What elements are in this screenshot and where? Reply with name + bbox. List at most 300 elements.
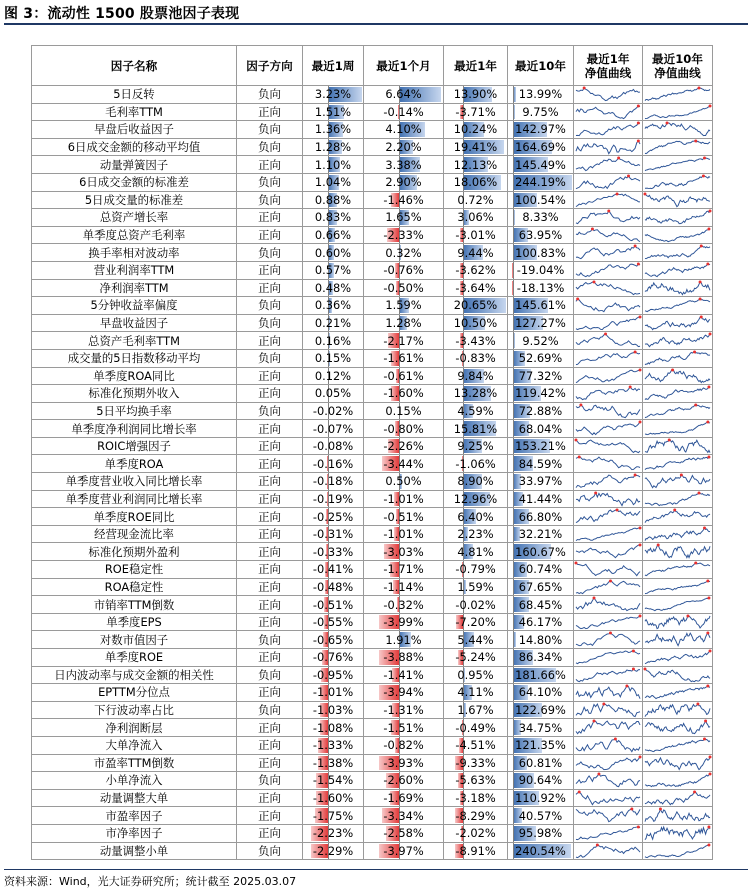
return-value: 1.36% xyxy=(314,122,352,137)
bar-axis xyxy=(513,227,514,244)
return-m1 xyxy=(364,525,444,543)
return-m1 xyxy=(364,279,444,297)
return-w1 xyxy=(303,789,364,807)
table-row xyxy=(32,842,713,860)
table-row xyxy=(32,261,713,279)
return-value: 9.52% xyxy=(522,333,559,348)
return-value: 95.98% xyxy=(518,826,563,841)
bar-axis xyxy=(513,297,514,314)
return-value: -0.07% xyxy=(312,421,354,436)
return-w1 xyxy=(303,297,364,315)
factor-direction: 负向 xyxy=(237,297,303,315)
return-value: 3.23% xyxy=(314,87,352,102)
return-value: -2.58% xyxy=(383,826,424,841)
return-y1 xyxy=(444,420,508,438)
factor-name: 6日成交金额的标准差 xyxy=(32,173,237,191)
return-m1 xyxy=(364,596,444,614)
nav-curve-1y xyxy=(574,420,643,438)
return-value: 52.69% xyxy=(518,351,563,366)
nav-curve-1y xyxy=(574,561,643,579)
return-y10 xyxy=(508,508,574,526)
factor-direction: 正向 xyxy=(237,613,303,631)
return-y1 xyxy=(444,209,508,227)
factor-direction: 正向 xyxy=(237,596,303,614)
return-value: 153.21% xyxy=(515,439,566,454)
factor-direction: 正向 xyxy=(237,807,303,825)
nav-curve-1y xyxy=(574,772,643,790)
header-1w: 最近1周 xyxy=(303,46,364,86)
return-w1 xyxy=(303,842,364,860)
factor-direction: 正向 xyxy=(237,490,303,508)
return-y10 xyxy=(508,613,574,631)
return-y1 xyxy=(444,754,508,772)
return-y10 xyxy=(508,138,574,156)
nav-curve-1y xyxy=(574,455,643,473)
return-w1 xyxy=(303,385,364,403)
return-value: -3.93% xyxy=(383,755,424,770)
factor-direction: 负向 xyxy=(237,402,303,420)
nav-curve-1y xyxy=(574,508,643,526)
return-value: 68.45% xyxy=(518,597,563,612)
return-value: 142.97% xyxy=(515,122,566,137)
nav-curve-10y xyxy=(643,631,713,649)
nav-curve-1y xyxy=(574,684,643,702)
return-y10 xyxy=(508,349,574,367)
table-row xyxy=(32,226,713,244)
factor-direction: 正向 xyxy=(237,226,303,244)
nav-curve-10y xyxy=(643,156,713,174)
source-divider xyxy=(4,869,748,870)
return-value: -1.71% xyxy=(383,562,424,577)
factor-name: 经营现金流比率 xyxy=(32,525,237,543)
return-m1 xyxy=(364,314,444,332)
bar-axis xyxy=(513,368,514,385)
return-value: -1.06% xyxy=(455,456,496,471)
return-w1 xyxy=(303,719,364,737)
return-value: 3.38% xyxy=(385,157,422,172)
return-m1 xyxy=(364,156,444,174)
factor-direction: 负向 xyxy=(237,173,303,191)
nav-curve-1y xyxy=(574,437,643,455)
return-w1 xyxy=(303,121,364,139)
return-m1 xyxy=(364,121,444,139)
return-value: -1.14% xyxy=(383,579,424,594)
table-row xyxy=(32,455,713,473)
header-nav-1y xyxy=(574,46,643,86)
return-value: 244.19% xyxy=(515,175,566,190)
return-y10 xyxy=(508,121,574,139)
return-value: -2.33% xyxy=(383,228,424,243)
return-value: 160.67% xyxy=(515,544,566,559)
return-w1 xyxy=(303,349,364,367)
factor-direction: 正向 xyxy=(237,385,303,403)
nav-curve-1y xyxy=(574,103,643,121)
return-value: -0.33% xyxy=(312,544,354,559)
return-value: 1.51% xyxy=(314,104,352,119)
return-y10 xyxy=(508,385,574,403)
nav-curve-10y xyxy=(643,473,713,491)
table-row xyxy=(32,543,713,561)
return-value: -0.48% xyxy=(312,579,354,594)
source-note: 资料来源：Wind，光大证券研究所；统计截至 2025.03.07 xyxy=(4,875,297,888)
nav-curve-10y xyxy=(643,561,713,579)
return-value: -2.23% xyxy=(312,826,354,841)
nav-curve-10y xyxy=(643,490,713,508)
return-value: 9.25% xyxy=(457,439,494,454)
bar-axis xyxy=(513,491,514,508)
nav-curve-10y xyxy=(643,684,713,702)
bar-axis xyxy=(513,631,514,648)
bar-axis xyxy=(513,156,514,173)
nav-curve-10y xyxy=(643,332,713,350)
factor-name: 市盈率因子 xyxy=(32,807,237,825)
nav-curve-10y xyxy=(643,314,713,332)
nav-curve-10y xyxy=(643,367,713,385)
nav-curve-1y xyxy=(574,173,643,191)
return-value: -1.41% xyxy=(383,667,424,682)
return-y10 xyxy=(508,736,574,754)
return-value: 10.50% xyxy=(453,316,498,331)
return-y1 xyxy=(444,455,508,473)
return-value: -9.33% xyxy=(455,755,496,770)
header-nav-1y-line1: 最近1年 xyxy=(586,51,630,66)
return-value: 0.12% xyxy=(314,368,352,383)
factor-name: 5分钟收益率偏度 xyxy=(32,297,237,315)
return-value: 84.59% xyxy=(518,456,563,471)
return-y10 xyxy=(508,596,574,614)
factor-name: 5日成交量的标准差 xyxy=(32,191,237,209)
table-row xyxy=(32,367,713,385)
nav-curve-1y xyxy=(574,666,643,684)
factor-name: 单季度营业利润同比增长率 xyxy=(32,490,237,508)
return-value: -5.63% xyxy=(455,773,496,788)
return-w1 xyxy=(303,86,364,104)
return-value: -19.04% xyxy=(516,263,565,278)
table-row xyxy=(32,613,713,631)
return-value: 72.88% xyxy=(518,403,563,418)
factor-name: 总资产毛利率TTM xyxy=(32,332,237,350)
nav-curve-10y xyxy=(643,719,713,737)
nav-curve-10y xyxy=(643,226,713,244)
return-value: -3.71% xyxy=(455,104,496,119)
return-y10 xyxy=(508,226,574,244)
factor-name: 日内波动率与成交金额的相关性 xyxy=(32,666,237,684)
return-value: -0.55% xyxy=(312,615,354,630)
return-value: 12.13% xyxy=(453,157,498,172)
nav-curve-1y xyxy=(574,613,643,631)
return-value: -1.61% xyxy=(383,351,424,366)
return-m1 xyxy=(364,367,444,385)
return-value: 90.64% xyxy=(518,773,563,788)
nav-curve-10y xyxy=(643,772,713,790)
bar-axis xyxy=(513,280,514,297)
bar-axis xyxy=(513,614,514,631)
return-y1 xyxy=(444,349,508,367)
return-y10 xyxy=(508,578,574,596)
table-row xyxy=(32,701,713,719)
nav-curve-1y xyxy=(574,121,643,139)
factor-direction: 负向 xyxy=(237,244,303,262)
return-y10 xyxy=(508,701,574,719)
bar-axis xyxy=(513,649,514,666)
factor-direction: 正向 xyxy=(237,578,303,596)
factor-name: ROA稳定性 xyxy=(32,578,237,596)
nav-curve-10y xyxy=(643,508,713,526)
nav-curve-10y xyxy=(643,649,713,667)
return-value: -3.88% xyxy=(383,650,424,665)
return-value: 4.10% xyxy=(385,122,422,137)
bar-axis xyxy=(513,702,514,719)
factor-name: 6日成交金额的移动平均值 xyxy=(32,138,237,156)
bar-axis xyxy=(513,385,514,402)
return-w1 xyxy=(303,684,364,702)
return-y1 xyxy=(444,649,508,667)
bar-axis xyxy=(513,508,514,525)
return-value: -2.26% xyxy=(383,439,424,454)
return-w1 xyxy=(303,226,364,244)
header-nav-10y-line1: 最近10年 xyxy=(652,51,703,66)
return-value: 110.92% xyxy=(515,791,566,806)
return-value: -3.44% xyxy=(383,456,424,471)
return-y1 xyxy=(444,332,508,350)
factor-direction: 正向 xyxy=(237,649,303,667)
return-m1 xyxy=(364,455,444,473)
return-value: 4.81% xyxy=(457,544,494,559)
nav-curve-10y xyxy=(643,578,713,596)
return-y10 xyxy=(508,525,574,543)
return-value: 1.28% xyxy=(385,316,422,331)
return-w1 xyxy=(303,613,364,631)
factor-direction: 负向 xyxy=(237,191,303,209)
return-w1 xyxy=(303,437,364,455)
return-y10 xyxy=(508,824,574,842)
factor-direction: 正向 xyxy=(237,332,303,350)
return-value: -1.31% xyxy=(383,703,424,718)
return-value: -3.03% xyxy=(383,544,424,559)
return-w1 xyxy=(303,473,364,491)
table-row xyxy=(32,736,713,754)
nav-curve-1y xyxy=(574,789,643,807)
return-m1 xyxy=(364,209,444,227)
return-value: 1.04% xyxy=(314,175,352,190)
return-m1 xyxy=(364,719,444,737)
return-value: -0.08% xyxy=(312,439,354,454)
return-value: 77.32% xyxy=(518,368,563,383)
table-row xyxy=(32,209,713,227)
return-value: -3.99% xyxy=(383,615,424,630)
bar-axis xyxy=(513,526,514,543)
factor-name: 市销率TTM倒数 xyxy=(32,596,237,614)
return-y1 xyxy=(444,490,508,508)
return-value: 1.59% xyxy=(385,298,422,313)
return-y10 xyxy=(508,209,574,227)
return-y1 xyxy=(444,807,508,825)
factor-name: EPTTM分位点 xyxy=(32,684,237,702)
factor-name: 市盈率TTM倒数 xyxy=(32,754,237,772)
return-w1 xyxy=(303,420,364,438)
return-value: -3.43% xyxy=(455,333,496,348)
return-y1 xyxy=(444,613,508,631)
return-w1 xyxy=(303,666,364,684)
return-value: 0.32% xyxy=(385,245,422,260)
table-row xyxy=(32,437,713,455)
bar-axis xyxy=(513,174,514,191)
header-1m: 最近1个月 xyxy=(364,46,444,86)
return-m1 xyxy=(364,807,444,825)
nav-curve-1y xyxy=(574,349,643,367)
table-row xyxy=(32,649,713,667)
bar-axis xyxy=(513,244,514,261)
bar-axis xyxy=(513,86,514,103)
return-value: -2.02% xyxy=(455,826,496,841)
nav-curve-10y xyxy=(643,666,713,684)
nav-curve-10y xyxy=(643,261,713,279)
return-y10 xyxy=(508,666,574,684)
return-w1 xyxy=(303,261,364,279)
table-row xyxy=(32,279,713,297)
return-y10 xyxy=(508,772,574,790)
return-value: 1.28% xyxy=(314,140,352,155)
return-y10 xyxy=(508,437,574,455)
factor-direction: 正向 xyxy=(237,684,303,702)
nav-curve-10y xyxy=(643,736,713,754)
factor-direction: 负向 xyxy=(237,138,303,156)
table-row xyxy=(32,314,713,332)
return-value: -0.31% xyxy=(312,527,354,542)
return-y1 xyxy=(444,684,508,702)
return-value: 181.66% xyxy=(515,667,566,682)
return-y10 xyxy=(508,455,574,473)
factor-direction: 负向 xyxy=(237,666,303,684)
return-value: 34.75% xyxy=(518,720,563,735)
return-value: -1.75% xyxy=(312,808,354,823)
return-y1 xyxy=(444,121,508,139)
return-y10 xyxy=(508,631,574,649)
bar-axis xyxy=(513,332,514,349)
return-w1 xyxy=(303,631,364,649)
table-row xyxy=(32,385,713,403)
return-value: -1.51% xyxy=(383,720,424,735)
nav-curve-1y xyxy=(574,367,643,385)
return-value: 121.35% xyxy=(515,738,566,753)
return-w1 xyxy=(303,367,364,385)
nav-curve-1y xyxy=(574,473,643,491)
return-value: -0.02% xyxy=(455,597,496,612)
nav-curve-1y xyxy=(574,244,643,262)
bar-axis xyxy=(513,667,514,684)
return-y1 xyxy=(444,789,508,807)
return-m1 xyxy=(364,543,444,561)
nav-curve-1y xyxy=(574,543,643,561)
return-y1 xyxy=(444,842,508,860)
bar-axis xyxy=(513,807,514,824)
nav-curve-10y xyxy=(643,701,713,719)
table-row xyxy=(32,420,713,438)
factor-name: 单季度ROA xyxy=(32,455,237,473)
return-y1 xyxy=(444,437,508,455)
return-value: 145.49% xyxy=(515,157,566,172)
return-value: -0.76% xyxy=(312,650,354,665)
nav-curve-10y xyxy=(643,297,713,315)
return-w1 xyxy=(303,561,364,579)
nav-curve-10y xyxy=(643,613,713,631)
return-value: -0.76% xyxy=(383,263,424,278)
return-w1 xyxy=(303,279,364,297)
bar-axis xyxy=(513,737,514,754)
factor-name: 换手率相对波动率 xyxy=(32,244,237,262)
factor-direction: 正向 xyxy=(237,525,303,543)
bar-axis xyxy=(513,772,514,789)
return-value: 6.40% xyxy=(457,509,494,524)
bar-axis xyxy=(513,104,514,121)
return-y1 xyxy=(444,297,508,315)
factor-name: 营业利润率TTM xyxy=(32,261,237,279)
return-value: -18.13% xyxy=(516,280,565,295)
return-value: -1.01% xyxy=(383,527,424,542)
return-w1 xyxy=(303,508,364,526)
return-value: 1.67% xyxy=(457,703,494,718)
return-value: -8.91% xyxy=(455,843,496,858)
nav-curve-10y xyxy=(643,279,713,297)
return-value: -1.60% xyxy=(383,386,424,401)
factor-name: 单季度营业收入同比增长率 xyxy=(32,473,237,491)
return-value: 9.75% xyxy=(522,104,559,119)
return-m1 xyxy=(364,437,444,455)
return-y1 xyxy=(444,191,508,209)
return-y1 xyxy=(444,86,508,104)
factor-name: 单季度ROE同比 xyxy=(32,508,237,526)
return-value: -1.03% xyxy=(312,703,354,718)
table-row xyxy=(32,86,713,104)
return-m1 xyxy=(364,420,444,438)
table-row xyxy=(32,807,713,825)
factor-name: 单季度总资产毛利率 xyxy=(32,226,237,244)
factor-name: 成交量的5日指数移动平均 xyxy=(32,349,237,367)
return-value: -0.79% xyxy=(455,562,496,577)
return-w1 xyxy=(303,596,364,614)
return-w1 xyxy=(303,736,364,754)
return-y10 xyxy=(508,314,574,332)
return-value: 1.65% xyxy=(385,210,422,225)
return-value: 66.80% xyxy=(518,509,563,524)
return-value: 2.20% xyxy=(385,140,422,155)
factor-name: 5日平均换手率 xyxy=(32,402,237,420)
return-value: -3.34% xyxy=(383,808,424,823)
nav-curve-1y xyxy=(574,385,643,403)
bar-axis xyxy=(513,209,514,226)
bar-axis xyxy=(513,473,514,490)
return-value: -0.61% xyxy=(383,368,424,383)
nav-curve-1y xyxy=(574,226,643,244)
factor-direction: 负向 xyxy=(237,121,303,139)
return-w1 xyxy=(303,173,364,191)
return-y10 xyxy=(508,420,574,438)
return-y1 xyxy=(444,385,508,403)
return-y10 xyxy=(508,86,574,104)
bar-axis xyxy=(513,684,514,701)
factor-direction: 负向 xyxy=(237,701,303,719)
return-y10 xyxy=(508,244,574,262)
factor-direction: 正向 xyxy=(237,367,303,385)
return-m1 xyxy=(364,666,444,684)
return-m1 xyxy=(364,842,444,860)
return-value: 13.90% xyxy=(453,87,498,102)
bar-axis xyxy=(513,543,514,560)
factor-direction: 负向 xyxy=(237,842,303,860)
factor-direction: 正向 xyxy=(237,508,303,526)
return-value: 86.34% xyxy=(518,650,563,665)
return-m1 xyxy=(364,332,444,350)
